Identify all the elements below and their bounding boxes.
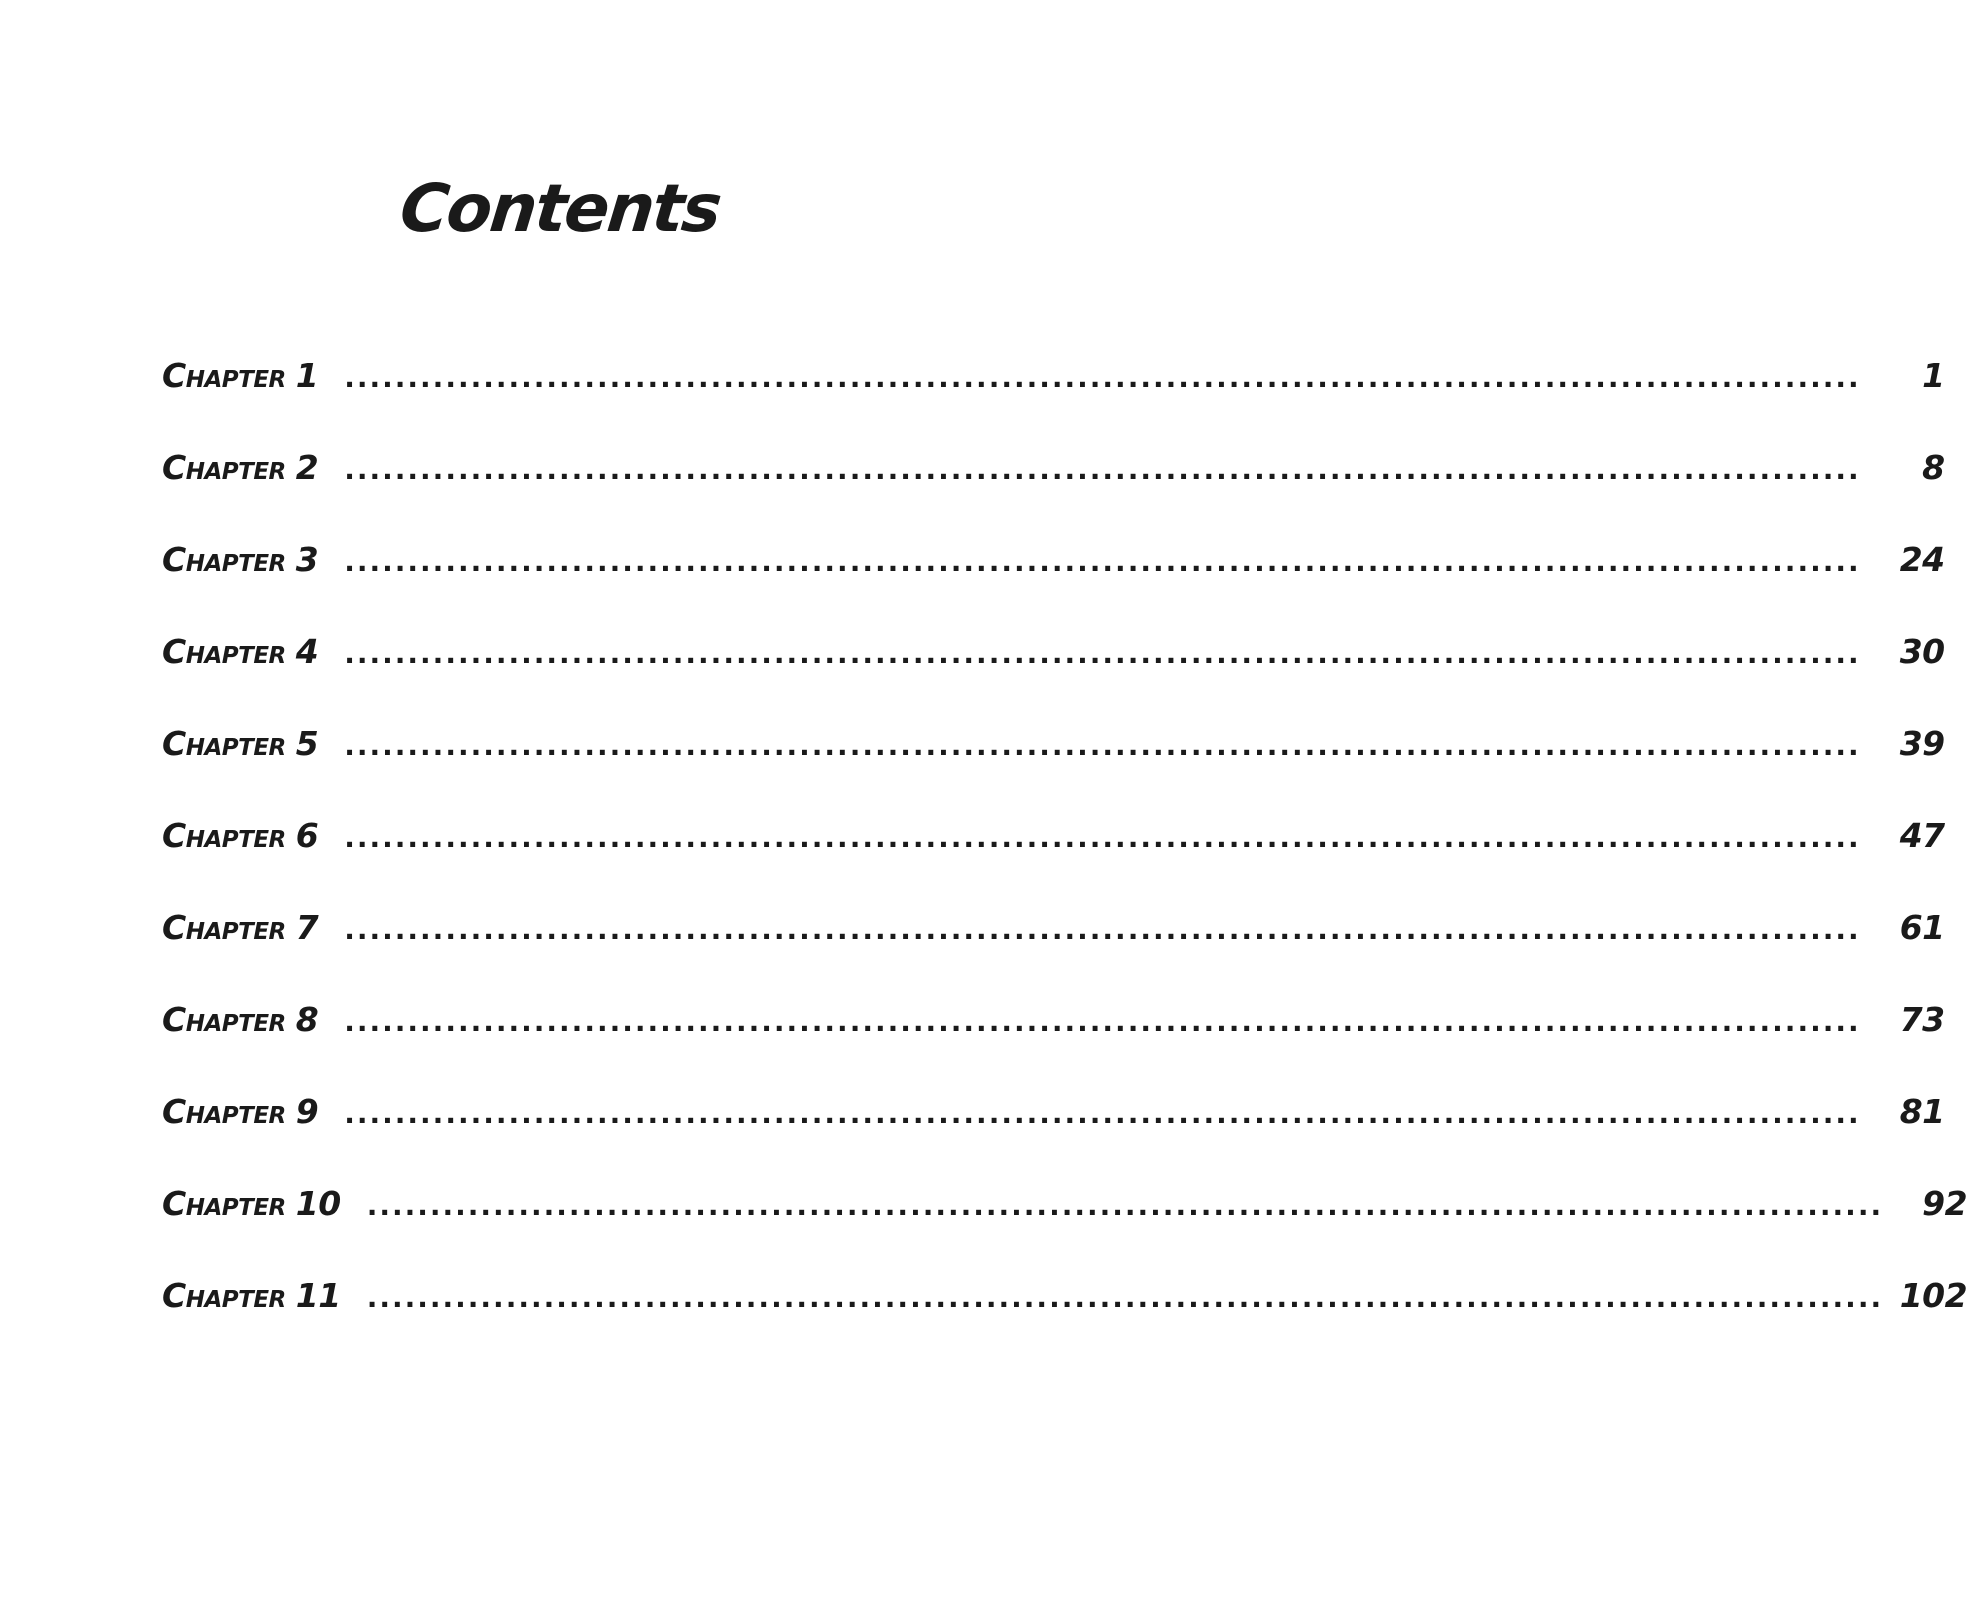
dot-leader: ........................................................................................................................ [344,1097,1861,1130]
chapter-label: Chapter [162,724,286,763]
chapter-number: 5 [295,724,319,763]
page-number: 92 [1922,1184,1967,1223]
chapter-label: Chapter [162,540,286,579]
toc-entry-3 [162,540,1945,632]
chapter-number: 10 [295,1184,341,1223]
toc-entry-11 [162,1276,1967,1368]
chapter-label: Chapter [162,356,286,395]
page-number: 61 [1899,908,1945,947]
chapter-label: Chapter [162,1276,286,1315]
chapter-label: Chapter [162,632,286,671]
dot-leader: ........................................................................................................................ [366,1281,1884,1314]
dot-leader: ........................................................................................................................ [344,913,1861,946]
dot-leader: ........................................................................................................................ [344,1005,1861,1038]
dot-leader: ........................................................................................................................ [344,453,1861,486]
toc-entry-7 [162,908,1945,1000]
dot-leader: ........................................................................................................................ [344,545,1861,578]
chapter-number: 3 [295,540,319,579]
chapter-label: Chapter [162,448,286,487]
dot-leader: ........................................................................................................................ [344,821,1861,854]
chapter-number: 6 [295,816,319,855]
chapter-number: 4 [295,632,319,671]
chapter-label: Chapter [162,908,286,947]
toc-entry-5 [162,724,1945,816]
page-title: Contents [396,170,724,247]
toc-entry-4 [162,632,1945,724]
chapter-number: 2 [295,448,319,487]
toc-entry-9 [162,1092,1945,1184]
chapter-number: 8 [295,1000,319,1039]
dot-leader: ........................................................................................................................ [344,361,1861,394]
toc-entry-2 [162,448,1945,540]
page-number: 39 [1899,724,1945,763]
page-number: 102 [1899,1276,1967,1315]
chapter-label: Chapter [162,816,286,855]
page-number: 8 [1922,448,1945,487]
dot-leader: ........................................................................................................................ [344,637,1861,670]
page-number: 81 [1899,1092,1945,1131]
dot-leader: ........................................................................................................................ [344,729,1861,762]
toc-entry-1 [162,356,1945,448]
page-number: 73 [1899,1000,1945,1039]
chapter-number: 7 [295,908,319,947]
page-number: 30 [1899,632,1945,671]
page-number: 1 [1922,356,1945,395]
page-number: 47 [1899,816,1945,855]
page-number: 24 [1899,540,1945,579]
dot-leader: ........................................................................................................................ [366,1189,1884,1222]
chapter-label: Chapter [162,1092,286,1131]
chapter-label: Chapter [162,1000,286,1039]
chapter-number: 9 [295,1092,319,1131]
chapter-label: Chapter [162,1184,286,1223]
chapter-number: 11 [295,1276,341,1315]
chapter-number: 1 [295,356,319,395]
table-of-contents [162,356,1967,1368]
toc-entry-10 [162,1184,1967,1276]
toc-entry-6 [162,816,1945,908]
toc-entry-8 [162,1000,1945,1092]
